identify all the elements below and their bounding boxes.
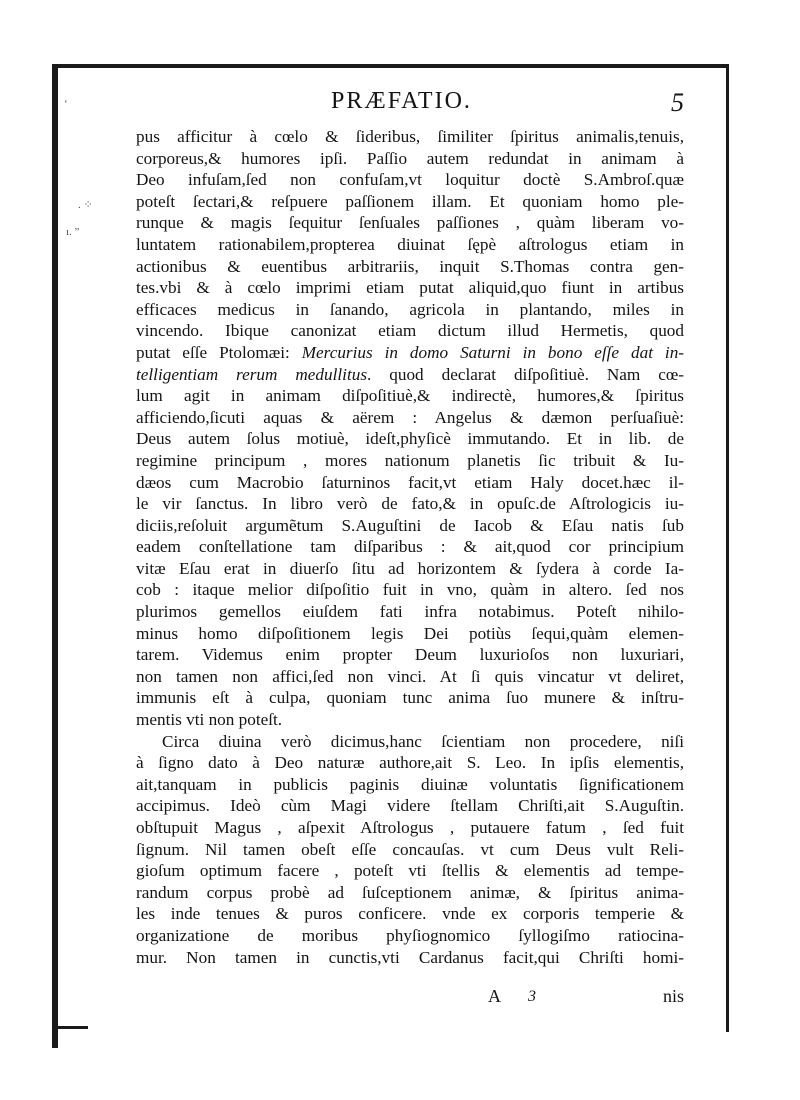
text-line: mur. Non tamen in cunctis,vti Cardanus facit,qui Chriſti homi- [136,947,684,967]
text-line: Circa diuina verò dicimus,hanc ſcientiam non procedere, niſi [162,731,684,751]
text-line: randum corpus probè ad ſuſceptionem animæ, & ſpiritus anima- [136,882,684,902]
text-line: poteſt ſectari,& reſpuere paſſionem illam. Et quoniam homo ple- [136,191,684,211]
text-line: obſtupuit Magus , aſpexit Aſtrologus , putauere fatum , ſed fuit [136,818,684,837]
text-line: lum agit in animam diſpoſitiuè,& indirectè, humores,& ſpiritus [136,386,684,406]
text-line: ait,tanquam in publicis paginis diuinæ voluntatis ſignificationem [136,774,684,794]
text-line: mentis vti non poteſt. [136,710,283,730]
text-line: plurimos gemellos eiuſdem fati infra notabimus. Poteſt nihilo- [136,602,684,622]
text-line: à ſigno dato à Deo naturæ authore,ait S. Leo. In ipſis elementis, [136,753,684,773]
text-line: afficiendo,ſicuti aquas & aërem : Angelus & dæmon perſuaſiuè: [136,407,684,427]
text-line: putat eſſe Ptolomæi: Mercurius in domo Saturni in bono eſſe dat in- [136,342,684,362]
page-footer [136,986,684,1012]
page-frame-left-rule [52,64,58,1048]
text-line: eadem conſtellatione tam diſparibus : & ait,quod cor principium [136,537,684,557]
margin-mark: ‘ [64,98,68,110]
text-line: telligentiam rerum medullitus. quod declarat diſpoſitiuè. Nam cœ- [136,364,684,384]
text-line: Deo infuſam,ſed non confuſam,vt loquitur doctè S.Ambroſ.quæ [136,170,684,190]
catchword: nis [662,986,684,1006]
text-line: runque & magis ſequitur ſenſuales paſſiones , quàm liberam vo- [136,213,684,233]
text-line: organizatione de moribus phyſiognomico ſyllogiſmo ratiocina- [136,925,684,945]
text-line: corporeus,& humores ipſi. Paſſio autem redundat in animam à [136,148,684,168]
text-line: accipimus. Ideò cùm Magi videre ſtellam Chriſti,ait S.Auguſtin. [136,796,684,816]
text-line: le vir ſanctus. In libro verò de fato,& in opuſc.de Aſtrologicis iu- [136,494,684,514]
text-line: Deus autem ſolus motiuè, ideſt,phyſicè immutando. Et in lib. de [136,429,684,449]
text-line: minus homo diſpoſitionem legis Dei potiùs ſequi,quàm elemen- [136,623,684,643]
text-line: pus afficitur à cœlo & ſideribus, ſimiliter ſpiritus animalis,tenuis, [136,127,684,146]
running-title: PRÆFATIO. [331,88,472,114]
text-line: vincendo. Ibique canonizat etiam dictum illud Hermetis, quod [136,321,684,341]
text-line: vitæ Eſau erat in diuerſo ſitu ad horizontem & ſydera à corde Ia- [136,558,684,578]
text-line: tarem. Videmus enim propter Deum luxurioſos non luxuriari, [136,645,684,665]
text-line: regimine principum , mores nationum planetis ſic tribuit & Iu- [136,450,684,470]
text-line: gioſum optimum facere , poteſt vti ſtellis & elementis ad tempe- [136,861,684,881]
margin-mark: . ⁘ [78,199,93,211]
text-line: non tamen non affici,ſed non vinci. At ſi quis vincatur vt deliret, [136,666,684,686]
text-line: les inde tenues & puros conficere. vnde ex corporis temperie & [136,904,684,924]
page-frame-top-rule [52,64,728,68]
signature-mark: A [488,986,501,1006]
page-frame-right-rule [726,64,729,1032]
margin-mark: ı. ” [66,226,80,238]
text-line: dæos cum Macrobio ſaturninos facit,vt etiam Haly docet.hæc il- [136,472,684,492]
text-line: diciis,reſoluit argumẽtum S.Auguſtini de Iacob & Eſau natis ſub [136,515,684,535]
text-line: immunis eſt à culpa, quoniam tunc anima ſuo munere & inſtru- [136,688,684,708]
signature-number: 3 [528,988,536,1005]
text-line: efficaces medicus in ſanando, agricola in plantando, miles in [136,299,684,319]
text-line: luntatem rationabilem,propterea diuinat ſępè aſtrologus etiam in [136,234,684,254]
text-line: cob : itaque melior diſpoſitio fuit in vno, quàm in altero. ſed nos [136,580,684,600]
body-text [136,126,684,968]
text-line: actionibus & euentibus arbitrariis, inquit S.Thomas contra gen- [136,256,684,276]
text-line: ſignum. Nil tamen obeſt eſſe concauſas. vt cum Deus vult Reli- [136,839,684,859]
text-line: tes.vbi & à cœlo imprimi etiam putat aliquid,quo fiunt in artibus [136,278,684,298]
page-frame-foot-rule [52,1026,88,1029]
page-header [136,88,684,124]
page-number: 5 [671,88,684,117]
